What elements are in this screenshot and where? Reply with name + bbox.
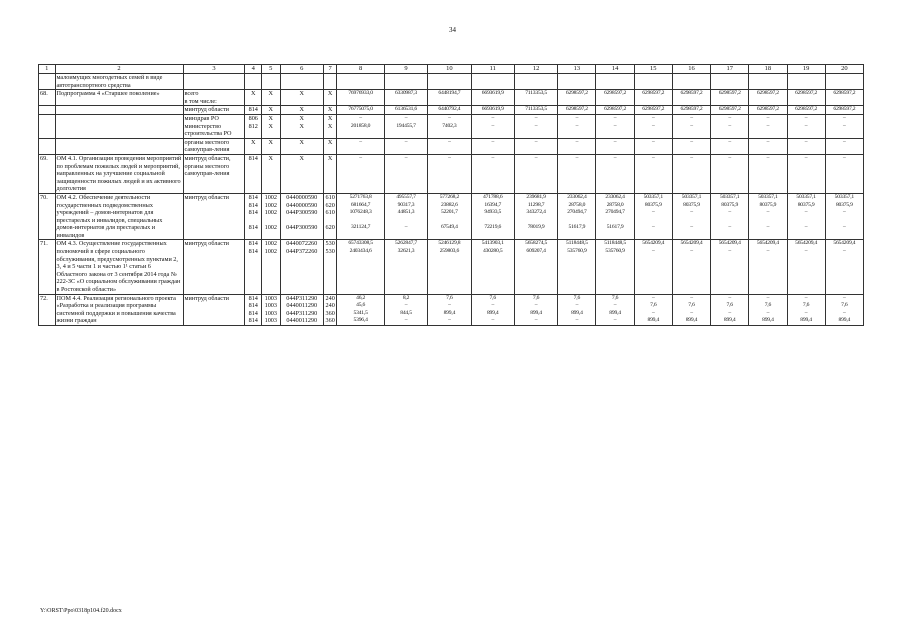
value-cell: X X — [262, 114, 281, 138]
column-number: 16 — [672, 65, 710, 74]
value-cell: X — [262, 90, 281, 106]
value-cell: 6298597,2 — [749, 90, 787, 106]
value-cell: – — [825, 138, 863, 154]
value-cell: 610 620 610 620 — [323, 193, 336, 240]
column-number: 5 — [262, 65, 281, 74]
value-cell: 6298597,2 — [825, 90, 863, 106]
table-row — [39, 138, 864, 154]
column-number: 7 — [323, 65, 336, 74]
row-number — [39, 74, 56, 90]
value-cell: 5262847,7 32621,3 — [384, 240, 427, 294]
value-cell: 6298597,2 — [672, 90, 710, 106]
value-cell: – 7,6 – 899,4 — [825, 294, 863, 325]
value-cell: – — [672, 154, 710, 193]
column-number: 19 — [787, 65, 825, 74]
value-cell: 6693619,9 — [471, 90, 514, 106]
value-cell: 5658274,5 609207,4 — [514, 240, 557, 294]
value-cell: X — [262, 154, 281, 193]
value-cell — [711, 74, 749, 90]
column-number: 4 — [245, 65, 262, 74]
value-cell: 503357,1 80375,9 – – — [711, 193, 749, 240]
value-cell: 6298597,2 — [558, 106, 596, 115]
value-cell: 044P311290 0440011290 044P311290 0440011290 — [280, 294, 323, 325]
executor-cell: всего в том числе: — [183, 90, 245, 106]
value-cell: – 201858,0 — [337, 114, 384, 138]
row-title: ОМ 4.1. Организация проведения мероприятий по проблемам пожилых людей и мероприятий, направленных на улучшение социальной защищенности пожилых людей и их активного долголетия — [56, 154, 182, 193]
value-cell: 6298597,2 — [749, 106, 787, 115]
value-cell: – – — [749, 114, 787, 138]
value-cell: 6693619,9 — [471, 106, 514, 115]
value-cell: 7113353,5 — [514, 106, 557, 115]
value-cell: 495557,7 90317,3 44851,3 – — [384, 193, 427, 240]
value-cell: 233062,4 28758,0 270494,7 51617,9 — [596, 193, 634, 240]
value-cell: 7,6 – 899,4 – — [428, 294, 471, 325]
value-cell: – — [514, 138, 557, 154]
value-cell: – — [749, 154, 787, 193]
value-cell: – — [471, 138, 514, 154]
table-row — [39, 193, 864, 240]
value-cell: – — [471, 154, 514, 193]
column-number: 14 — [596, 65, 634, 74]
row-number: 70. — [39, 193, 56, 240]
value-cell: – — [596, 154, 634, 193]
page-number: 34 — [449, 26, 456, 34]
value-cell: – – — [711, 114, 749, 138]
value-cell: 577268,2 23882,6 52201,7 67549,4 — [428, 193, 471, 240]
column-number-header — [39, 65, 864, 74]
value-cell: – – — [514, 114, 557, 138]
value-cell: 6298597,2 — [787, 106, 825, 115]
value-cell: 7,6 – 899,4 – — [596, 294, 634, 325]
value-cell — [634, 74, 672, 90]
value-cell: 814 814 — [245, 240, 262, 294]
row-number: 69. — [39, 154, 56, 193]
value-cell: 814 814 814 814 — [245, 294, 262, 325]
value-cell: – — [634, 138, 672, 154]
value-cell: 806 812 — [245, 114, 262, 138]
column-number: 9 — [384, 65, 427, 74]
value-cell: – — [596, 138, 634, 154]
table-row — [39, 106, 864, 115]
value-cell: – – — [787, 114, 825, 138]
value-cell: – 7,6 – 899,4 — [787, 294, 825, 325]
value-cell: – — [384, 138, 427, 154]
value-cell: X — [262, 106, 281, 115]
value-cell: – — [428, 154, 471, 193]
value-cell: – — [514, 154, 557, 193]
row-title — [55, 138, 183, 154]
value-cell: – – — [471, 114, 514, 138]
value-cell — [787, 74, 825, 90]
value-cell: X — [280, 106, 323, 115]
value-cell: 6298597,2 — [558, 90, 596, 106]
value-cell: 1002 1002 — [262, 240, 281, 294]
value-cell — [245, 74, 262, 90]
value-cell: 7113353,5 — [514, 90, 557, 106]
value-cell: – — [787, 154, 825, 193]
value-cell: 76775075,0 — [337, 106, 384, 115]
value-cell: 5654209,4 – — [787, 240, 825, 294]
value-cell: 65743308,5 2403434,6 — [337, 240, 384, 294]
value-cell: – — [337, 154, 384, 193]
row-title — [55, 106, 183, 115]
column-number: 12 — [514, 65, 557, 74]
value-cell: – 7402,3 — [428, 114, 471, 138]
executor-cell: органы местного самоуправ-ления — [183, 138, 245, 154]
value-cell: 5654209,4 – — [711, 240, 749, 294]
row-number: 72. — [39, 294, 56, 325]
row-number: 71. — [39, 240, 56, 294]
value-cell: 233062,4 28758,0 270494,7 51617,9 — [558, 193, 596, 240]
value-cell: X — [262, 138, 281, 154]
row-title: ОМ 4.2. Обеспечение деятельности государственных подведомственных учреждений – домов-интернатов для престарелых и инвалидов, специальных домов-интернатов для престарелых и инвалидов — [55, 193, 183, 240]
value-cell: – – — [634, 114, 672, 138]
value-cell: 1003 1003 1003 1003 — [262, 294, 281, 325]
value-cell: 5654209,4 – — [672, 240, 710, 294]
table-row — [39, 294, 864, 325]
value-cell: – — [428, 138, 471, 154]
executor-cell: минздрав РО министерство строительства РО — [183, 114, 245, 138]
value-cell — [596, 74, 634, 90]
column-number: 18 — [749, 65, 787, 74]
value-cell: 471788,6 16394,7 94933,5 72219,6 — [471, 193, 514, 240]
value-cell: X — [323, 90, 336, 106]
column-number: 11 — [471, 65, 514, 74]
row-title — [55, 114, 183, 138]
value-cell — [558, 74, 596, 90]
value-cell: – — [825, 154, 863, 193]
column-number: 2 — [55, 65, 183, 74]
value-cell: – 7,6 – 899,4 — [711, 294, 749, 325]
value-cell: X — [323, 106, 336, 115]
value-cell: – — [384, 154, 427, 193]
value-cell: X — [280, 138, 323, 154]
value-cell — [514, 74, 557, 90]
value-cell: 6330987,3 — [384, 90, 427, 106]
value-cell: – — [672, 138, 710, 154]
value-cell — [749, 74, 787, 90]
value-cell — [262, 74, 281, 90]
file-path-footer: Y:\ORST\Ppo\0318p104.f20.docx — [40, 608, 122, 614]
value-cell: 240 240 360 360 — [323, 294, 336, 325]
value-cell: – — [711, 154, 749, 193]
value-cell: – – — [672, 114, 710, 138]
value-cell — [323, 74, 336, 90]
column-number: 20 — [825, 65, 863, 74]
value-cell: 76976933,0 — [337, 90, 384, 106]
column-number: 15 — [634, 65, 672, 74]
value-cell — [280, 74, 323, 90]
value-cell — [428, 74, 471, 90]
row-title: малоимущих многодетных семей в виде автотранспортного средства — [55, 74, 183, 90]
row-title: ПОМ 4.4. Реализация регионального проекта «Разработка и реализация программы системной поддержки и повышения качества жизни граждан — [55, 294, 183, 325]
value-cell: 6298597,2 — [672, 106, 710, 115]
value-cell: 530 530 — [323, 240, 336, 294]
value-cell: 6298597,2 — [634, 106, 672, 115]
value-cell: – 7,6 – 899,4 — [749, 294, 787, 325]
row-number: 68. — [39, 90, 56, 106]
value-cell: 0440072260 044P372260 — [280, 240, 323, 294]
value-cell: 5118448,5 535760,9 — [558, 240, 596, 294]
value-cell: 503357,1 80375,9 – – — [825, 193, 863, 240]
value-cell: 6298597,2 — [596, 90, 634, 106]
value-cell: 503357,1 80375,9 – – — [672, 193, 710, 240]
value-cell: 5118448,5 535760,9 — [596, 240, 634, 294]
value-cell: 6298597,2 — [596, 106, 634, 115]
value-cell: – — [558, 154, 596, 193]
executor-cell: минтруд области, органы местного самоуправ-ления — [183, 154, 245, 193]
table-row — [39, 240, 864, 294]
value-cell: 814 814 814 814 — [245, 193, 262, 240]
value-cell: – — [711, 138, 749, 154]
value-cell: – — [558, 138, 596, 154]
table-row — [39, 114, 864, 138]
value-cell: – — [787, 138, 825, 154]
column-number: 10 — [428, 65, 471, 74]
value-cell: – 194455,7 — [384, 114, 427, 138]
value-cell — [672, 74, 710, 90]
table-row — [39, 74, 864, 90]
value-cell: 7,6 – 899,4 – — [514, 294, 557, 325]
value-cell: – — [749, 138, 787, 154]
value-cell: 814 — [245, 154, 262, 193]
row-title: ОМ 4.3. Осуществление государственных полномочий в сфере социального обслуживания, предусмотренных пунктами 2, 3, 4 и 5 части 1 и частью 1¹ статьи 6 Областного закона от 3 сентября 2014 года № 222-ЗС «О социальном обслуживании граждан в Ростовской области» — [55, 240, 183, 294]
value-cell: 1002 1002 1002 1002 — [262, 193, 281, 240]
value-cell: X — [323, 138, 336, 154]
value-cell: – – — [558, 114, 596, 138]
executor-cell: минтруд области — [183, 106, 245, 115]
table-row — [39, 90, 864, 106]
value-cell: 46,2 45,6 5341,5 5396,4 — [337, 294, 384, 325]
value-cell: 5654209,4 – — [634, 240, 672, 294]
table-row — [39, 154, 864, 193]
value-cell: 7,6 – 899,4 – — [471, 294, 514, 325]
value-cell: – — [337, 138, 384, 154]
value-cell: 5246129,8 259803,6 — [428, 240, 471, 294]
column-number: 6 — [280, 65, 323, 74]
executor-cell — [183, 74, 245, 90]
value-cell: 5654209,4 – — [825, 240, 863, 294]
value-cell — [471, 74, 514, 90]
row-number — [39, 106, 56, 115]
value-cell: 503357,1 80375,9 – – — [634, 193, 672, 240]
row-number — [39, 138, 56, 154]
value-cell: X X — [323, 114, 336, 138]
value-cell: 6298597,2 — [787, 90, 825, 106]
column-number: 17 — [711, 65, 749, 74]
value-cell: 0440000590 0440000590 044P300590 044P300590 — [280, 193, 323, 240]
value-cell: X — [245, 90, 262, 106]
executor-cell: минтруд области — [183, 193, 245, 240]
value-cell: 5654209,4 – — [749, 240, 787, 294]
value-cell: 6136531,6 — [384, 106, 427, 115]
value-cell: – – — [596, 114, 634, 138]
column-number: 13 — [558, 65, 596, 74]
column-number: 8 — [337, 65, 384, 74]
value-cell: – – — [825, 114, 863, 138]
value-cell: – — [634, 154, 672, 193]
value-cell: 6298597,2 — [711, 106, 749, 115]
value-cell — [825, 74, 863, 90]
value-cell: 7,6 – 899,4 – — [558, 294, 596, 325]
value-cell: 6440792,4 — [428, 106, 471, 115]
value-cell: 5413903,1 430280,5 — [471, 240, 514, 294]
column-number: 3 — [183, 65, 245, 74]
value-cell: X — [323, 154, 336, 193]
executor-cell: минтруд области — [183, 294, 245, 325]
row-title: Подпрограмма 4 «Старшее поколение» — [55, 90, 183, 106]
value-cell: 6448194,7 — [428, 90, 471, 106]
value-cell: – 7,6 – 899,4 — [672, 294, 710, 325]
value-cell: 8,2 – 844,5 – — [384, 294, 427, 325]
value-cell — [337, 74, 384, 90]
value-cell: 6298597,2 — [825, 106, 863, 115]
value-cell: 5271763,8 681664,7 1076248,3 321124,7 — [337, 193, 384, 240]
value-cell: – 7,6 – 899,4 — [634, 294, 672, 325]
value-cell: 239681,9 11298,7 343272,4 78019,9 — [514, 193, 557, 240]
program-funding-table — [38, 64, 864, 326]
value-cell: X — [280, 154, 323, 193]
value-cell: 814 — [245, 106, 262, 115]
value-cell: X — [245, 138, 262, 154]
value-cell: 503357,1 80375,9 – – — [749, 193, 787, 240]
value-cell: 6298597,2 — [634, 90, 672, 106]
value-cell — [384, 74, 427, 90]
executor-cell: минтруд области — [183, 240, 245, 294]
value-cell: 503357,1 80375,9 – – — [787, 193, 825, 240]
column-number: 1 — [39, 65, 56, 74]
value-cell: X — [280, 90, 323, 106]
row-number — [39, 114, 56, 138]
value-cell: 6298597,2 — [711, 90, 749, 106]
value-cell: X X — [280, 114, 323, 138]
